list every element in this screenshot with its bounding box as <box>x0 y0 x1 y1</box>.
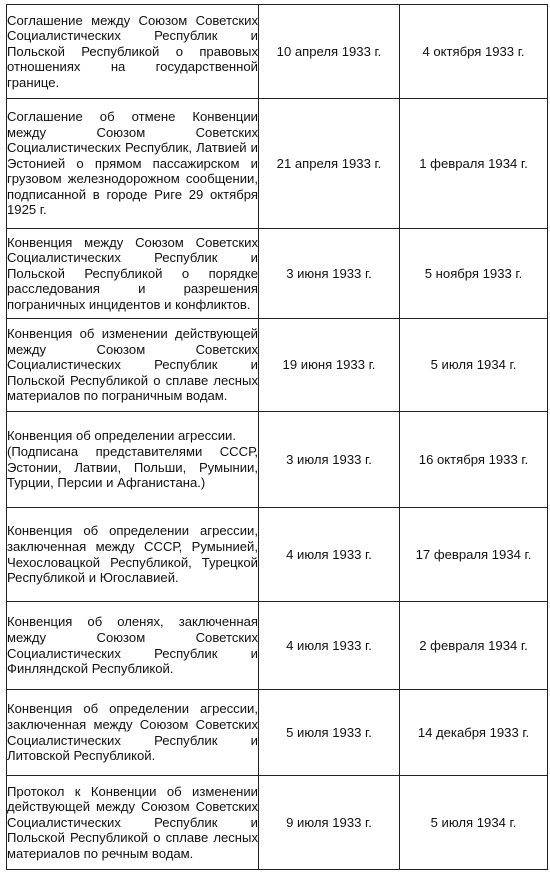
signed-date: 9 июля 1933 г. <box>259 776 400 870</box>
table-row <box>7 602 548 690</box>
signed-date: 4 июля 1933 г. <box>259 602 400 690</box>
treaty-title-cell <box>7 602 259 690</box>
effective-date: 16 октября 1933 г. <box>400 412 548 508</box>
treaty-note: (Подписана представителями СССР, Эстонии, Латвии, Польши, Румынии, Турции, Персии и Афганистана.) <box>7 443 258 491</box>
signed-date: 5 июля 1933 г. <box>259 690 400 776</box>
signed-date: 10 апреля 1933 г. <box>259 5 400 99</box>
treaty-title-cell <box>7 319 259 412</box>
effective-date: 5 июля 1934 г. <box>400 319 548 412</box>
effective-date: 4 октября 1933 г. <box>400 5 548 99</box>
treaty-title-cell <box>7 508 259 602</box>
effective-date: 14 декабря 1933 г. <box>400 690 548 776</box>
treaty-title: Конвенция об изменении действующей между Союзом Советских Социалистических Республик и Польской Республикой о сплаве лесных материалов по пограничным водам. <box>7 326 258 404</box>
table-row <box>7 319 548 412</box>
effective-date: 17 февраля 1934 г. <box>400 508 548 602</box>
treaty-title: Конвенция между Союзом Советских Социалистических Республик и Польской Республикой о порядке расследования и разрешения пограничных инцидентов и конфликтов. <box>7 234 258 312</box>
effective-date: 5 июля 1934 г. <box>400 776 548 870</box>
treaties-table <box>6 4 548 870</box>
table-row <box>7 412 548 508</box>
effective-date: 1 февраля 1934 г. <box>400 99 548 229</box>
treaty-title: Конвенция об определении агрессии, заключенная между СССР, Румынией, Чехословацкой Республикой, Турецкой Республикой и Югославией. <box>7 523 258 586</box>
signed-date: 4 июля 1933 г. <box>259 508 400 602</box>
effective-date: 5 ноября 1933 г. <box>400 229 548 319</box>
signed-date: 3 июня 1933 г. <box>259 229 400 319</box>
treaty-title: Соглашение между Союзом Советских Социалистических Республик и Польской Республикой о правовых отношениях на государственной границе. <box>7 12 258 90</box>
treaty-title: Протокол к Конвенции об изменении действующей между Союзом Советских Социалистических Республик и Польской Республикой о сплаве лесных материалов по речным водам. <box>7 783 258 861</box>
treaty-title: Конвенция об оленях, заключенная между Союзом Советских Социалистических Республик и Финляндской Республикой. <box>7 614 258 677</box>
treaty-title: Конвенция об определении агрессии. <box>7 428 236 444</box>
table-row <box>7 229 548 319</box>
effective-date: 2 февраля 1934 г. <box>400 602 548 690</box>
signed-date: 3 июля 1933 г. <box>259 412 400 508</box>
treaty-title: Конвенция об определении агрессии, заключенная между Союзом Советских Социалистических Республик и Литовской Республикой. <box>7 701 258 764</box>
signed-date: 21 апреля 1933 г. <box>259 99 400 229</box>
table-row <box>7 508 548 602</box>
table-row <box>7 5 548 99</box>
treaty-title-cell <box>7 690 259 776</box>
signed-date: 19 июня 1933 г. <box>259 319 400 412</box>
table-row <box>7 99 548 229</box>
table-row <box>7 776 548 870</box>
treaty-title-cell <box>7 776 259 870</box>
treaty-title-cell <box>7 99 259 229</box>
treaty-title-cell <box>7 229 259 319</box>
treaty-title: Соглашение об отмене Конвенции между Союзом Советских Социалистических Республик, Латвией и Эстонией о прямом пассажирском и грузовом железнодорожном сообщении, подписанной в городе Риге 29 октября 1925 г. <box>7 108 258 218</box>
table-row <box>7 690 548 776</box>
treaty-title-cell <box>7 5 259 99</box>
treaty-title-cell <box>7 412 259 508</box>
